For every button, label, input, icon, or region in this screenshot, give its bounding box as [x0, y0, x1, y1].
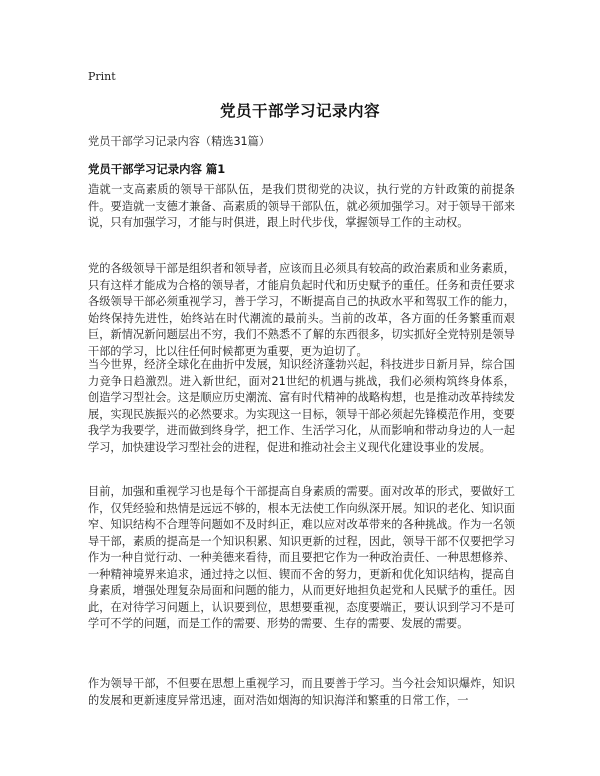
paragraph-3: 当今世界，经济全球化在曲折中发展，知识经济蓬勃兴起，科技进步日新月异，综合国力竞争日趋激烈。进入新世纪，面对21世纪的机遇与挑战，我们必须构筑终身体系，创造学习型社会。这是顺应历史潮流、富有时代精神的战略构想，也是推动改革持续发展，实现民族振兴的必然要求。为实现这一目标，领导干部必须起先锋模范作用，变要我学为我要学，进而做到终身学，把工作、生活学习化，从而影响和带动身边的人一起学习，加快建设学习型社会的进程，促进和推动社会主义现代化建设事业的发展。: [88, 358, 515, 454]
section-heading: 党员干部学习记录内容 篇1: [88, 162, 226, 176]
paragraph-2: 党的各级领导干部是组织者和领导者，应该而且必须具有较高的政治素质和业务素质，只有这样才能成为合格的领导者，才能肩负起时代和历史赋予的重任。任务和责任要求各级领导干部必须重视学习，善于学习，不断提高自己的执政水平和驾驭工作的能力，始终保持先进性，始终站在时代潮流的最前头。当前的改革，各方面的任务繁重而艰巨，新情况新问题层出不穷，我们不熟悉不了解的东西很多，切实抓好全党特别是领导干部的学习，比以往任何时候都更为重要，更为迫切了。: [88, 262, 515, 358]
document-subtitle: 党员干部学习记录内容（精选31篇）: [88, 135, 271, 148]
paragraph-1: 造就一支高素质的领导干部队伍，是我们贯彻党的决议，执行党的方针政策的前提条件。要造就一支德才兼备、高素质的领导干部队伍，就必须加强学习。对于领导干部来说，只有加强学习，才能与时俱进，跟上时代步伐，掌握领导工作的主动权。: [88, 183, 515, 229]
print-link[interactable]: Print: [88, 70, 116, 83]
paragraph-4: 目前，加强和重视学习也是每个干部提高自身素质的需要。面对改革的形式，要做好工作，仅凭经验和热情是远远不够的，根本无法使工作向纵深开展。知识的老化、知识面窄、知识结构不合理等问题如不及时纠正，难以应对改革带来的各种挑战。作为一名领导干部，素质的提高是一个知识积累、知识更新的过程，因此，领导干部不仅要把学习作为一种自觉行动、一种美德来看待，而且要把它作为一种政治责任、一种思想修养、一种精神境界来追求，通过持之以恒、锲而不舍的努力，更新和优化知识结构，提高自身素质，增强处理复杂局面和问题的能力，从而更好地担负起党和人民赋予的重任。因此，在对待学习问题上，认识要到位，思想要重视，态度要端正，要认识到学习不是可学可不学的问题，而是工作的需要、形势的需要、生存的需要、发展的需要。: [88, 485, 515, 630]
paragraph-5: 作为领导干部，不但要在思想上重视学习，而且要善于学习。当今社会知识爆炸，知识的发展和更新速度异常迅速，面对浩如烟海的知识海洋和繁重的日常工作，一: [88, 677, 515, 707]
page-title: 党员干部学习记录内容: [219, 102, 380, 120]
